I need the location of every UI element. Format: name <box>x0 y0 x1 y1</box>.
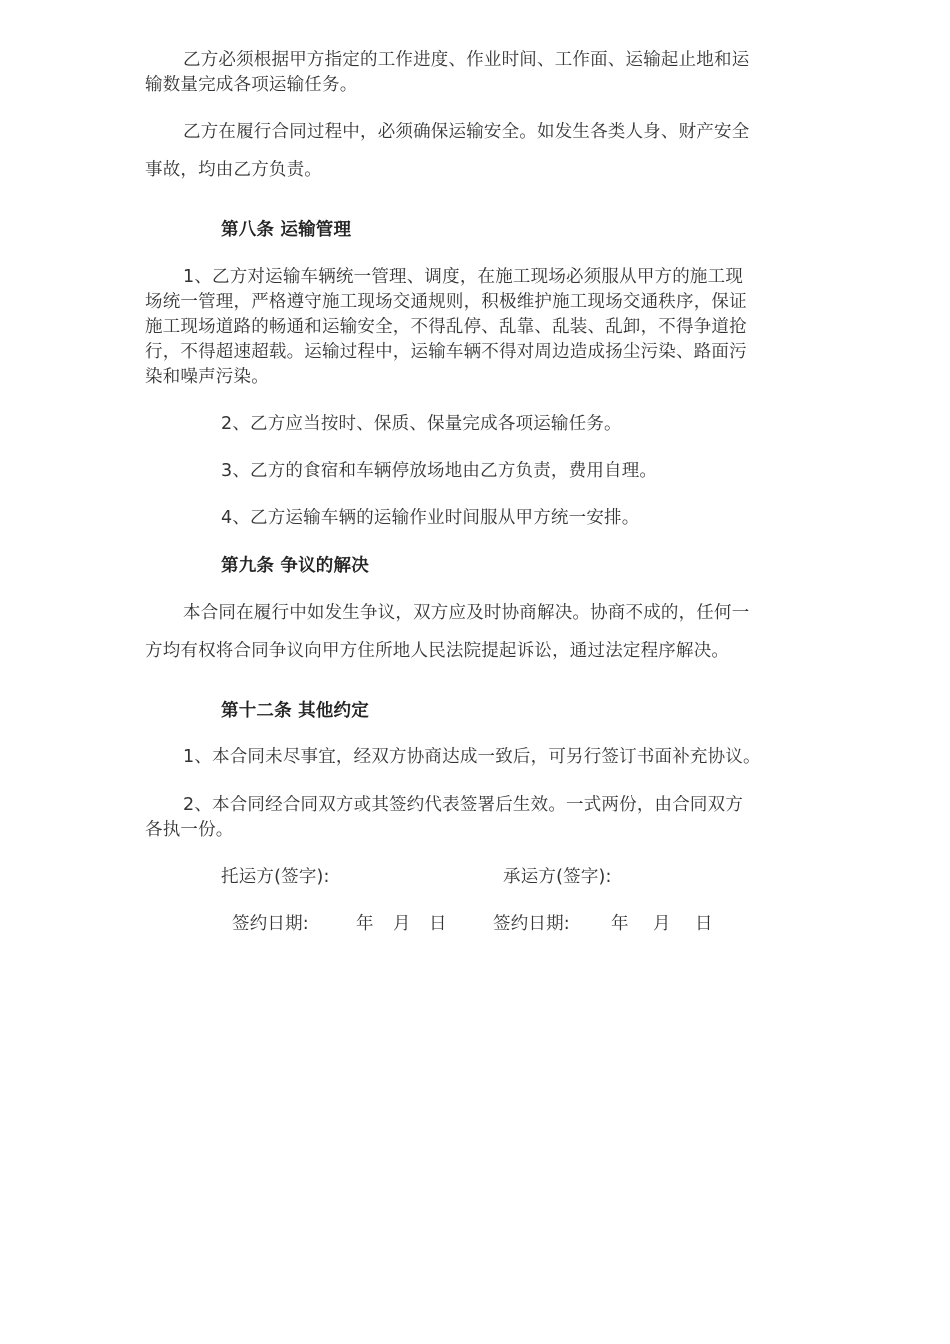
article12-item2-line1: 2、本合同经合同双方或其签约代表签署后生效。一式两份，由合同双方 <box>183 795 744 815</box>
para2-line1: 乙方在履行合同过程中，必须确保运输安全。如发生各类人身、财产安全 <box>183 122 750 142</box>
article8-item2: 2、乙方应当按时、保质、保量完成各项运输任务。 <box>221 414 622 434</box>
carrier-date-year: 年 <box>611 914 629 934</box>
article9-line2: 方均有权将合同争议向甲方住所地人民法院提起诉讼，通过法定程序解决。 <box>145 641 730 661</box>
article9-line1: 本合同在履行中如发生争议，双方应及时协商解决。协商不成的，任何一 <box>183 603 750 623</box>
shipper-date-day: 日 <box>429 914 447 934</box>
article12-item1: 1、本合同未尽事宜，经双方协商达成一致后，可另行签订书面补充协议。 <box>183 747 761 767</box>
article12-heading: 第十二条 其他约定 <box>221 701 369 721</box>
article8-item1-line4: 行，不得超速超载。运输过程中，运输车辆不得对周边造成扬尘污染、路面污 <box>145 342 747 362</box>
article8-item4: 4、乙方运输车辆的运输作业时间服从甲方统一安排。 <box>221 508 640 528</box>
para2-line2: 事故，均由乙方负责。 <box>145 160 322 180</box>
article8-item1-line3: 施工现场道路的畅通和运输安全，不得乱停、乱靠、乱装、乱卸，不得争道抢 <box>145 317 747 337</box>
article8-item1-line1: 1、乙方对运输车辆统一管理、调度，在施工现场必须服从甲方的施工现 <box>183 267 744 287</box>
carrier-date-day: 日 <box>695 914 713 934</box>
para1-line1: 乙方必须根据甲方指定的工作进度、作业时间、工作面、运输起止地和运 <box>183 50 750 70</box>
article8-item1-line5: 染和噪声污染。 <box>145 367 269 387</box>
article8-item1-line2: 场统一管理，严格遵守施工现场交通规则，积极维护施工现场交通秩序，保证 <box>145 292 747 312</box>
article8-heading: 第八条 运输管理 <box>221 220 352 240</box>
shipper-signature-label: 托运方(签字): <box>221 867 330 887</box>
article12-item2-line2: 各执一份。 <box>145 820 234 840</box>
para1-line2: 输数量完成各项运输任务。 <box>145 75 358 95</box>
article9-heading: 第九条 争议的解决 <box>221 556 369 576</box>
shipper-date-month: 月 <box>393 914 411 934</box>
carrier-date-month: 月 <box>653 914 671 934</box>
carrier-signature-label: 承运方(签字): <box>503 867 612 887</box>
article8-item3: 3、乙方的食宿和车辆停放场地由乙方负责，费用自理。 <box>221 461 658 481</box>
shipper-date-label: 签约日期: <box>232 914 309 934</box>
carrier-date-label: 签约日期: <box>493 914 570 934</box>
shipper-date-year: 年 <box>356 914 374 934</box>
